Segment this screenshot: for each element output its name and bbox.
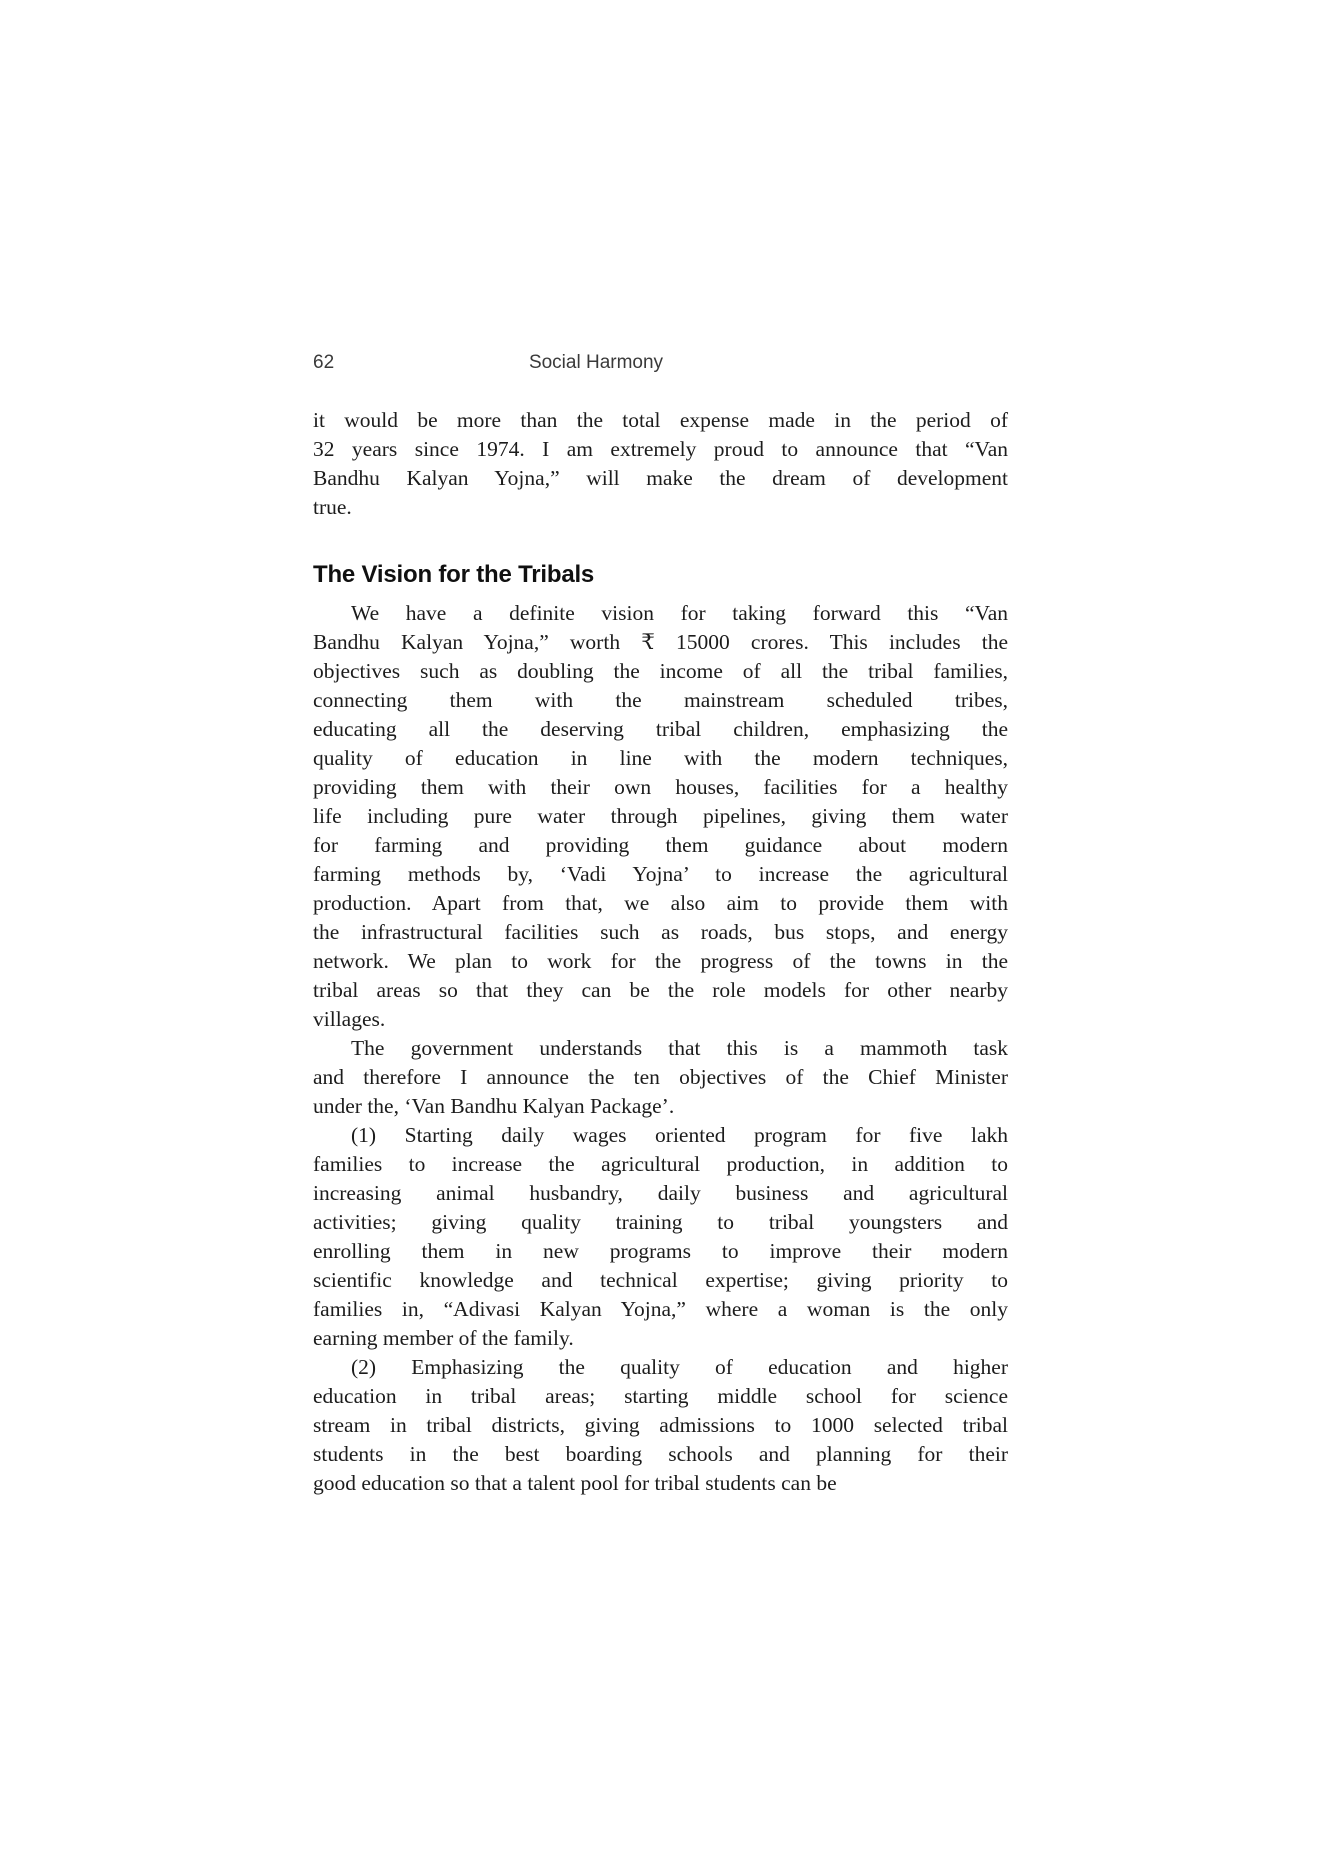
paragraph xyxy=(313,1353,1008,1498)
text-line: scientific knowledge and technical expertise; giving priority to xyxy=(313,1268,1008,1292)
text-line: tribal areas so that they can be the role models for other nearby xyxy=(313,978,1008,1002)
text-line: increasing animal husbandry, daily business and agricultural xyxy=(313,1181,1008,1205)
text-line: under the, ‘Van Bandhu Kalyan Package’. xyxy=(313,1094,675,1118)
text-line: We have a definite vision for taking forward this “Van xyxy=(351,601,1008,625)
section-heading: The Vision for the Tribals xyxy=(313,561,595,588)
book-title: Social Harmony xyxy=(528,352,664,373)
paragraph xyxy=(313,1034,1008,1121)
text-line: Bandhu Kalyan Yojna,” worth ₹ 15000 crores. This includes the xyxy=(313,630,1008,654)
text-line: objectives such as doubling the income of all the tribal families, xyxy=(313,659,1008,683)
text-line: connecting them with the mainstream scheduled tribes, xyxy=(313,688,1008,712)
text-line: providing them with their own houses, facilities for a healthy xyxy=(313,775,1008,799)
text-line: earning member of the family. xyxy=(313,1326,574,1350)
text-line: students in the best boarding schools and planning for their xyxy=(313,1442,1008,1466)
text-line: the infrastructural facilities such as roads, bus stops, and energy xyxy=(313,920,1008,944)
text-line: true. xyxy=(313,495,352,519)
paragraph xyxy=(313,406,1008,522)
text-line: families to increase the agricultural production, in addition to xyxy=(313,1152,1008,1176)
page-number: 62 xyxy=(313,352,335,373)
text-line: stream in tribal districts, giving admissions to 1000 selected tribal xyxy=(313,1413,1008,1437)
text-line: it would be more than the total expense made in the period of xyxy=(313,408,1008,432)
paragraph xyxy=(313,599,1008,1034)
text-line: Bandhu Kalyan Yojna,” will make the dream of development xyxy=(313,466,1008,490)
text-line: farming methods by, ‘Vadi Yojna’ to increase the agricultural xyxy=(313,862,1008,886)
text-line: education in tribal areas; starting middle school for science xyxy=(313,1384,1008,1408)
text-line: network. We plan to work for the progress of the towns in the xyxy=(313,949,1008,973)
text-line: good education so that a talent pool for tribal students can be xyxy=(313,1471,837,1495)
text-line: activities; giving quality training to tribal youngsters and xyxy=(313,1210,1008,1234)
running-head xyxy=(313,352,1008,378)
paragraph xyxy=(313,1121,1008,1353)
text-line: life including pure water through pipelines, giving them water xyxy=(313,804,1008,828)
text-line: quality of education in line with the modern techniques, xyxy=(313,746,1008,770)
text-line: (2) Emphasizing the quality of education and higher xyxy=(351,1355,1008,1379)
text-line: and therefore I announce the ten objectives of the Chief Minister xyxy=(313,1065,1008,1089)
text-line: 32 years since 1974. I am extremely proud to announce that “Van xyxy=(313,437,1008,461)
text-line: families in, “Adivasi Kalyan Yojna,” where a woman is the only xyxy=(313,1297,1008,1321)
text-line: enrolling them in new programs to improve their modern xyxy=(313,1239,1008,1263)
text-line: (1) Starting daily wages oriented program for five lakh xyxy=(351,1123,1008,1147)
text-line: villages. xyxy=(313,1007,386,1031)
text-line: production. Apart from that, we also aim to provide them with xyxy=(313,891,1008,915)
content-area xyxy=(313,406,1008,1498)
text-line: for farming and providing them guidance about modern xyxy=(313,833,1008,857)
text-line: educating all the deserving tribal children, emphasizing the xyxy=(313,717,1008,741)
text-line: The government understands that this is a mammoth task xyxy=(351,1036,1008,1060)
